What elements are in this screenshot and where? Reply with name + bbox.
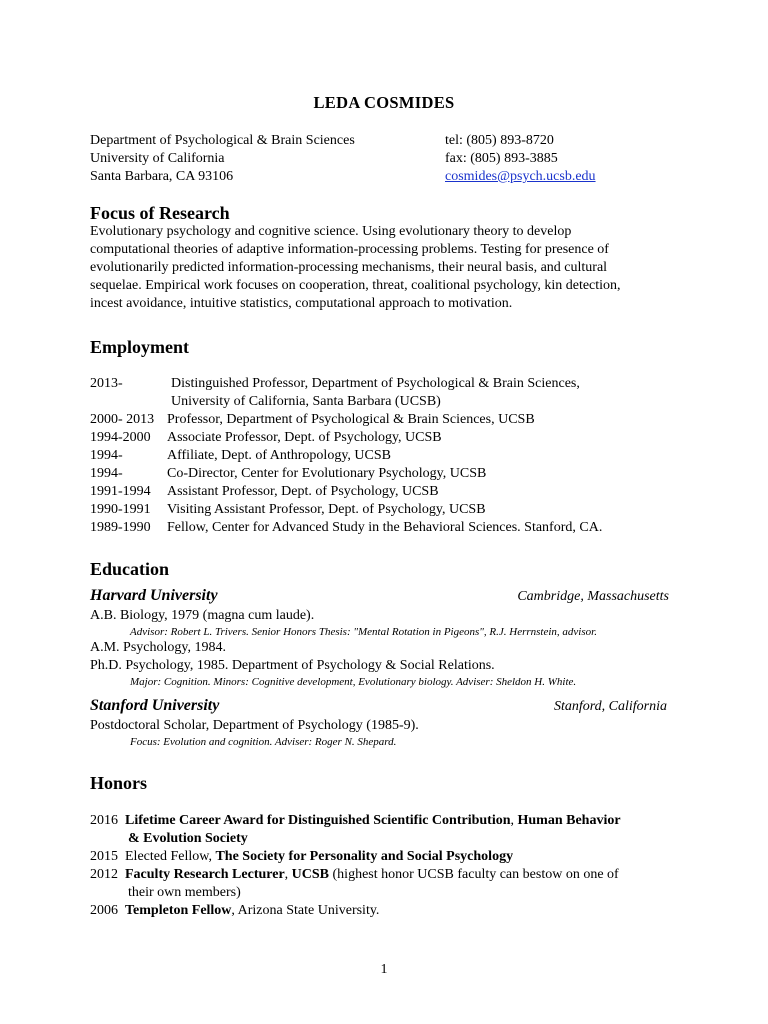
stanford-postdoc-note: Focus: Evolution and cognition. Adviser: Roger N. Shepard.	[130, 736, 397, 748]
employment-text: Co-Director, Center for Evolutionary Psychology, UCSB	[167, 466, 487, 481]
employment-years: 1990-1991	[90, 502, 151, 517]
stanford-university: Stanford University	[90, 697, 220, 714]
employment-item	[0, 429, 768, 447]
honor-detail: , Arizona State University.	[231, 903, 380, 918]
employment-years: 1991-1994	[90, 484, 151, 499]
employment-item	[0, 447, 768, 465]
email-link[interactable]: cosmides@psych.ucsb.edu	[445, 169, 596, 184]
employment-item	[0, 483, 768, 501]
employment-text: Assistant Professor, Dept. of Psychology, UCSB	[167, 484, 439, 499]
harvard-university: Harvard University	[90, 587, 218, 604]
employment-years: 1994-2000	[90, 430, 151, 445]
employment-years: 1994-	[90, 466, 123, 481]
focus-line: sequelae. Empirical work focuses on cooperation, threat, coalitional psychology, kin detection,	[90, 278, 621, 293]
employment-list	[0, 375, 768, 537]
employment-text: University of California, Santa Barbara (UCSB)	[171, 394, 441, 409]
employment-text: Associate Professor, Dept. of Psychology, UCSB	[167, 430, 442, 445]
stanford-postdoc: Postdoctoral Scholar, Department of Psychology (1985-9).	[90, 718, 419, 733]
employment-years: 1989-1990	[90, 520, 151, 535]
section-heading-education: Education	[90, 559, 170, 579]
honor-2015	[90, 848, 513, 866]
harvard-phd: Ph.D. Psychology, 1985. Department of Psychology & Social Relations.	[90, 658, 495, 673]
honor-detail-continued: their own members)	[128, 885, 241, 900]
honor-2006	[90, 902, 379, 920]
honor-2016	[90, 812, 621, 848]
focus-paragraph	[90, 223, 621, 313]
address-line: University of California	[90, 151, 225, 166]
address-block	[90, 132, 355, 186]
employment-item	[0, 519, 768, 537]
honor-separator: ,	[284, 867, 292, 882]
employment-item	[0, 465, 768, 483]
harvard-ab: A.B. Biology, 1979 (magna cum laude).	[90, 608, 315, 623]
honor-award: Lifetime Career Award for Distinguished Scientific Contribution	[125, 813, 511, 828]
harvard-phd-note: Major: Cognition. Minors: Cognitive development, Evolutionary biology. Adviser: Sheldon H. White.	[130, 676, 577, 688]
honor-org-continued: & Evolution Society	[128, 831, 248, 846]
harvard-am: A.M. Psychology, 1984.	[90, 640, 226, 655]
page-number: 1	[380, 962, 388, 977]
harvard-ab-note: Advisor: Robert L. Trivers. Senior Honors Thesis: "Mental Rotation in Pigeons", R.J. Herrnstein, advisor.	[130, 626, 597, 638]
honor-org: The Society for Personality and Social Psychology	[215, 849, 514, 864]
telephone: tel: (805) 893-8720	[445, 133, 554, 148]
employment-text: Fellow, Center for Advanced Study in the Behavioral Sciences. Stanford, CA.	[167, 520, 603, 535]
focus-line: Evolutionary psychology and cognitive science. Using evolutionary theory to develop	[90, 224, 572, 239]
harvard-location: Cambridge, Massachusetts	[517, 589, 669, 604]
honor-award: Templeton Fellow	[125, 903, 232, 918]
honor-org: Human Behavior	[517, 813, 621, 828]
address-line: Santa Barbara, CA 93106	[90, 169, 234, 184]
address-line: Department of Psychological & Brain Sciences	[90, 133, 355, 148]
employment-text: Visiting Assistant Professor, Dept. of Psychology, UCSB	[167, 502, 486, 517]
stanford-location: Stanford, California	[553, 699, 667, 714]
employment-years: 2013-	[90, 376, 123, 391]
contact-block	[445, 132, 596, 186]
honor-prefix: Elected Fellow,	[125, 849, 216, 864]
employment-item	[0, 411, 768, 429]
employment-item	[0, 375, 768, 393]
employment-text: Affiliate, Dept. of Anthropology, UCSB	[167, 448, 391, 463]
honor-detail: (highest honor UCSB faculty can bestow on one of	[329, 867, 619, 882]
honor-award: Faculty Research Lecturer	[125, 867, 285, 882]
honor-2012	[90, 866, 619, 902]
employment-text: Professor, Department of Psychological & Brain Sciences, UCSB	[167, 412, 535, 427]
focus-line: incest avoidance, intuitive statistics, computational approach to motivation.	[90, 296, 513, 311]
honor-year: 2015	[90, 849, 118, 864]
honor-year: 2012	[90, 867, 118, 882]
employment-item	[0, 393, 768, 411]
employment-years: 2000- 2013	[90, 412, 155, 427]
focus-line: computational theories of adaptive information-processing problems. Testing for presence of	[90, 242, 609, 257]
honor-separator: ,	[510, 813, 518, 828]
focus-line: evolutionarily predicted information-processing mechanisms, their neural basis, and cultural	[90, 260, 608, 275]
employment-years: 1994-	[90, 448, 123, 463]
section-heading-honors: Honors	[90, 773, 148, 793]
honor-year: 2006	[90, 903, 118, 918]
fax: fax: (805) 893-3885	[445, 151, 558, 166]
honor-org: UCSB	[291, 867, 330, 882]
section-heading-employment: Employment	[90, 337, 189, 357]
employment-text: Distinguished Professor, Department of Psychological & Brain Sciences,	[171, 376, 580, 391]
section-heading-focus: Focus of Research	[90, 203, 230, 223]
cv-name: LEDA COSMIDES	[313, 93, 455, 112]
employment-item	[0, 501, 768, 519]
honor-year: 2016	[90, 813, 118, 828]
